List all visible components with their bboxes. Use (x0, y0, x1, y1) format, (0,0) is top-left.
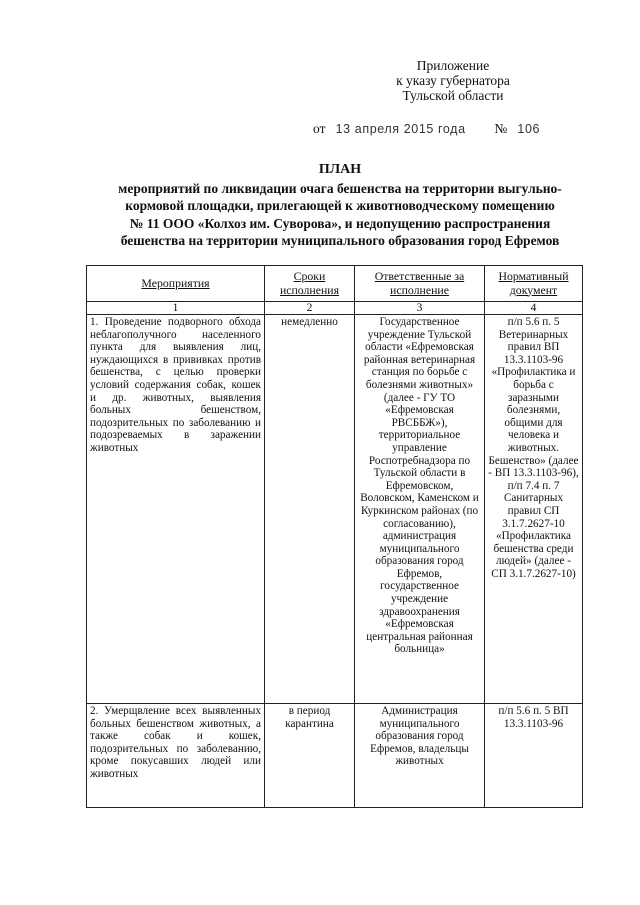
activity-cell: 2. Умерщвление всех выявленных больных бешенством животных, а также собак и кошек, подозрительных по заболеванию, кроме покусавших людей или животных (87, 704, 265, 808)
title-line: бешенства на территории муниципального образования город Ефремов (120, 233, 560, 248)
activity-cell: 1. Проведение подворного обхода неблагополучного населенного пункта для выявления лиц, нуждающихся в прививках против бешенства, с целью проверки условий содержания собак, кошек и др. животных, выявления больных бешенством, подозрительных по заболеванию и подозреваемых в заражении животных (87, 315, 265, 704)
title-heading: ПЛАН (318, 162, 362, 177)
appendix-line: Тульской области (402, 88, 504, 103)
column-header: Ответственные за исполнение (355, 266, 485, 302)
column-number-row (87, 302, 583, 315)
document-title (80, 161, 600, 250)
responsible-cell: Администрация муниципального образования город Ефремов, владельцы животных (355, 704, 485, 808)
column-number: 3 (355, 302, 485, 315)
appendix-line: к указу губернатора (396, 73, 510, 88)
title-line: мероприятий по ликвидации очага бешенства на территории выгульно- (118, 180, 562, 196)
date-prefix: от (313, 121, 326, 136)
column-header: Сроки исполнения (265, 266, 355, 302)
column-header: Мероприятия (87, 266, 265, 302)
table-row (87, 315, 583, 704)
plan-table (86, 265, 583, 808)
document-cell: п/п 5.6 п. 5 ВП 13.3.1103-96 (485, 704, 583, 808)
column-number: 2 (265, 302, 355, 315)
decree-number: 106 (517, 122, 541, 136)
deadline-cell: немедленно (265, 315, 355, 704)
title-line: кормовой площадки, прилегающей к животноводческому помещению (125, 198, 555, 213)
decree-date: 13 апреля 2015 года (335, 122, 466, 136)
document-cell: п/п 5.6 п. 5 Ветеринарных правил ВП 13.3.1103-96 «Профилактика и борьба с заразными болезнями, общими для человека и животных. Бешенство» (далее - ВП 13.3.1103-96), п/п 7.4 п. 7 Санитарных правил СП 3.1.7.2627-10 «Профилактика бешенства среди людей» (далее - СП 3.1.7.2627-10) (485, 315, 583, 704)
deadline-cell: в период карантина (265, 704, 355, 808)
column-number: 1 (87, 302, 265, 315)
title-line: № 11 ООО «Колхоз им. Суворова», и недопущению распространения (129, 215, 551, 231)
decree-line (313, 121, 540, 137)
appendix-line: Приложение (416, 58, 490, 73)
column-number: 4 (485, 302, 583, 315)
table-header-row (87, 266, 583, 302)
appendix-block (368, 58, 538, 103)
column-header: Нормативный документ (485, 266, 583, 302)
responsible-cell: Государственное учреждение Тульской области «Ефремовская районная ветеринарная станция по борьбе с болезнями животных» (далее - ГУ ТО «Ефремовская РВСББЖ»), территориальное управление Роспотребнадзора по Тульской области в Ефремовском, Воловском, Каменском и Куркинском районах (по согласованию), администрация муниципального образования город Ефремов, государственное учреждение здравоохранения «Ефремовская центральная районная больница» (355, 315, 485, 704)
table-row (87, 704, 583, 808)
number-prefix: № (494, 121, 508, 136)
